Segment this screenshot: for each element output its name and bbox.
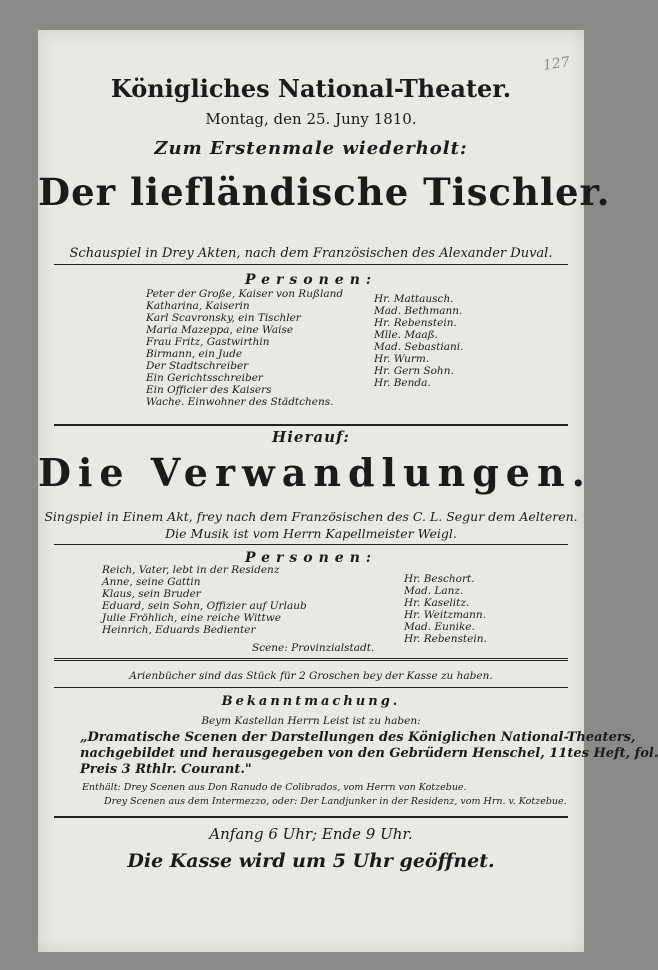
actor: Hr. Rebenstein. <box>404 633 487 645</box>
actor: Hr. Benda. <box>374 377 431 389</box>
contents-line: Drey Scenen aus dem Intermezzo, oder: Der Landjunker in der Residenz, vom Hrn. v. Kotzebue. <box>104 796 567 807</box>
divider <box>54 687 568 688</box>
actor: Hr. Gern Sohn. <box>374 365 454 377</box>
role: Eduard, sein Sohn, Offizier auf Urlaub <box>102 600 307 612</box>
box-office-note: Die Kasse wird um 5 Uhr geöffnet. <box>127 850 495 872</box>
divider <box>54 264 568 265</box>
role: Julie Fröhlich, eine reiche Wittwe <box>102 612 281 624</box>
play2-actors <box>404 573 487 645</box>
role: Ein Officier des Kaisers <box>146 384 272 396</box>
actor: Hr. Rebenstein. <box>374 317 457 329</box>
play1-cast-heading: Personen: <box>244 272 378 288</box>
role: Heinrich, Eduards Bedienter <box>102 624 256 636</box>
role: Karl Scavronsky, ein Tischler <box>146 312 301 324</box>
actor: Hr. Kaselitz. <box>404 597 470 609</box>
play1-roles <box>146 288 343 408</box>
actor: Hr. Weitzmann. <box>404 609 487 621</box>
performance-date: Montag, den 25. Juny 1810. <box>205 110 417 128</box>
performance-times: Anfang 6 Uhr; Ende 9 Uhr. <box>209 825 413 843</box>
role: Reich, Vater, lebt in der Residenz <box>102 564 280 576</box>
divider <box>54 816 568 818</box>
role: Maria Mazeppa, eine Waise <box>146 324 294 336</box>
announcement-line: Preis 3 Rthlr. Courant." <box>80 762 252 777</box>
playbill-sheet <box>38 30 658 952</box>
divider <box>54 424 568 426</box>
role: Anne, seine Gattin <box>102 576 201 588</box>
libretto-note: Arienbücher sind das Stück für 2 Groschen bey der Kasse zu haben. <box>129 670 493 682</box>
play2-intro: Hierauf: <box>272 428 350 446</box>
announcement-line: nachgebildet und herausgegeben von den Gebrüdern Henschel, 11tes Heft, fol. <box>80 746 658 761</box>
play2-music-credit: Die Musik ist vom Herrn Kapellmeister Weigl. <box>165 526 457 541</box>
play2-roles <box>102 564 307 636</box>
role: Klaus, sein Bruder <box>102 588 201 600</box>
role: Katharina, Kaiserin <box>146 300 250 312</box>
play1-actors <box>374 293 463 389</box>
divider <box>54 658 568 661</box>
actor: Hr. Wurm. <box>374 353 430 365</box>
announcement-line: „Dramatische Scenen der Darstellungen des Königlichen National-Theaters, <box>80 730 636 745</box>
play2-title: Die Verwandlungen. <box>38 450 592 495</box>
role: Wache. Einwohner des Städtchens. <box>146 396 334 408</box>
divider <box>54 544 568 545</box>
archive-number: 127 <box>542 54 571 74</box>
scene-location: Scene: Provinzialstadt. <box>252 642 375 654</box>
play1-subtitle: Schauspiel in Drey Akten, nach dem Französischen des Alexander Duval. <box>69 246 553 261</box>
actor: Hr. Beschort. <box>404 573 475 585</box>
role: Frau Fritz, Gastwirthin <box>146 336 270 348</box>
role: Birmann, ein Jude <box>146 348 243 360</box>
contents-line: Enthält: Drey Scenen aus Don Ranudo de Colibrados, vom Herrn von Kotzebue. <box>82 782 467 793</box>
theatre-name: Königliches National-Theater. <box>110 74 512 103</box>
play2-subtitle: Singspiel in Einem Akt, frey nach dem Französischen des C. L. Segur dem Aelteren. <box>44 509 578 524</box>
role: Der Stadtschreiber <box>146 360 249 372</box>
play1-title: Der liefländische Tischler. <box>38 170 611 214</box>
role: Ein Gerichtsschreiber <box>146 372 263 384</box>
actor: Mad. Bethmann. <box>374 305 463 317</box>
actor: Mad. Eunike. <box>404 621 475 633</box>
actor: Mlle. Maaß. <box>374 329 438 341</box>
play2-cast-heading: Personen: <box>244 550 378 566</box>
actor: Hr. Mattausch. <box>374 293 454 305</box>
actor: Mad. Lanz. <box>404 585 464 597</box>
actor: Mad. Sebastiani. <box>374 341 464 353</box>
announcement-intro: Beym Kastellan Herrn Leist ist zu haben: <box>201 715 421 727</box>
repeat-note: Zum Erstenmale wiederholt: <box>154 138 468 159</box>
role: Peter der Große, Kaiser von Rußland <box>146 288 344 300</box>
announcement-heading: Bekanntmachung. <box>221 694 401 709</box>
